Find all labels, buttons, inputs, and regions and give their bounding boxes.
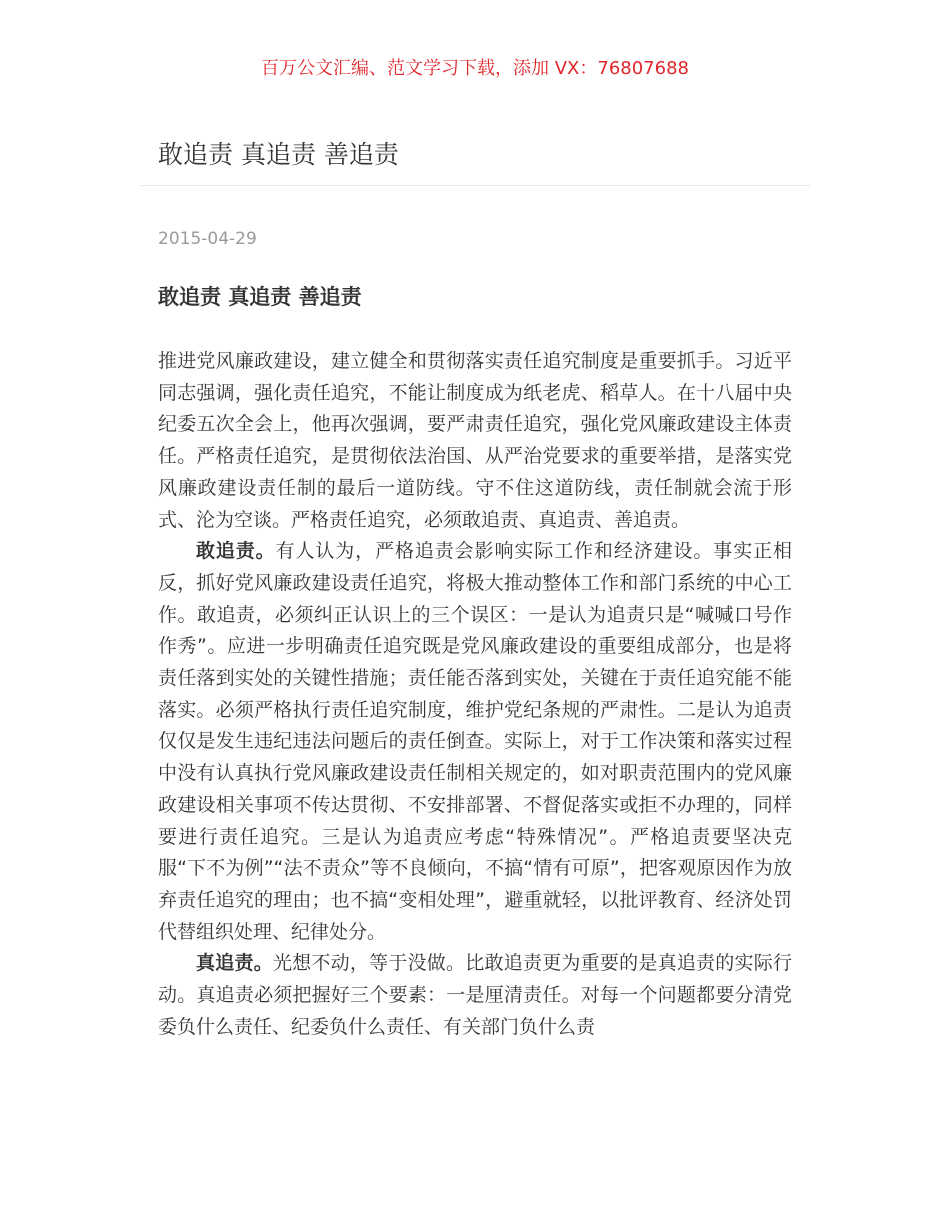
watermark-banner: 百万公文汇编、范文学习下载，添加 VX：76807688 — [261, 58, 689, 79]
section-text-dare: 有人认为，严格追责会影响实际工作和经济建设。事实正相反，抓好党风廉政建设责任追究，将极大推动整体工作和部门系统的中心工作。敢追责，必须纠正认识上的三个误区：一是认为追责只是“喊喊口号作作秀”。应进一步明确责任追究既是党风廉政建设的重要组成部分，也是将责任落到实处的关键性措施；责任能否落到实处，关键在于责任追究能不能落实。必须严格执行责任追究制度，维护党纪条规的严肃性。二是认为追责仅仅是发生违纪违法问题后的责任倒查。实际上，对于工作决策和落实过程中没有认真执行党风廉政建设责任制相关规定的，如对职责范围内的党风廉政建设相关事项不传达贯彻、不安排部署、不督促落实或拒不办理的，同样要进行责任追究。三是认为追责应考虑“特殊情况”。严格追责要坚决克服“下不为例”“法不责众”等不良倾向，不搞“情有可原”，把客观原因作为放弃责任追究的理由；也不搞“变相处理”，避重就轻，以批评教育、经济处罚代替组织处理、纪律处分。 — [158, 540, 792, 943]
page-title: 敢追责 真追责 善追责 — [158, 140, 399, 169]
publish-date: 2015-04-29 — [158, 229, 257, 249]
intro-paragraph: 推进党风廉政建设，建立健全和贯彻落实责任追究制度是重要抓手。习近平同志强调，强化责任追究，不能让制度成为纸老虎、稻草人。在十八届中央纪委五次全会上，他再次强调，要严肃责任追究，强化党风廉政建设主体责任。严格责任追究，是贯彻依法治国、从严治党要求的重要举措，是落实党风廉政建设责任制的最后一道防线。守不住这道防线，责任制就会流于形式、沦为空谈。严格责任追究，必须敢追责、真追责、善追责。 — [158, 350, 792, 531]
section-lead-dare: 敢追责。 — [196, 540, 276, 563]
title-divider — [140, 185, 810, 186]
section-lead-real: 真追责。 — [196, 952, 273, 975]
section-paragraph-dare — [158, 536, 792, 948]
article-heading: 敢追责 真追责 善追责 — [158, 285, 362, 309]
article-body — [158, 346, 792, 1043]
section-paragraph-real — [158, 948, 792, 1043]
section-text-real: 光想不动，等于没做。比敢追责更为重要的是真追责的实际行动。真追责必须把握好三个要素：一是厘清责任。对每一个问题都要分清党委负什么责任、纪委负什么责任、有关部门负什么责 — [158, 952, 792, 1038]
